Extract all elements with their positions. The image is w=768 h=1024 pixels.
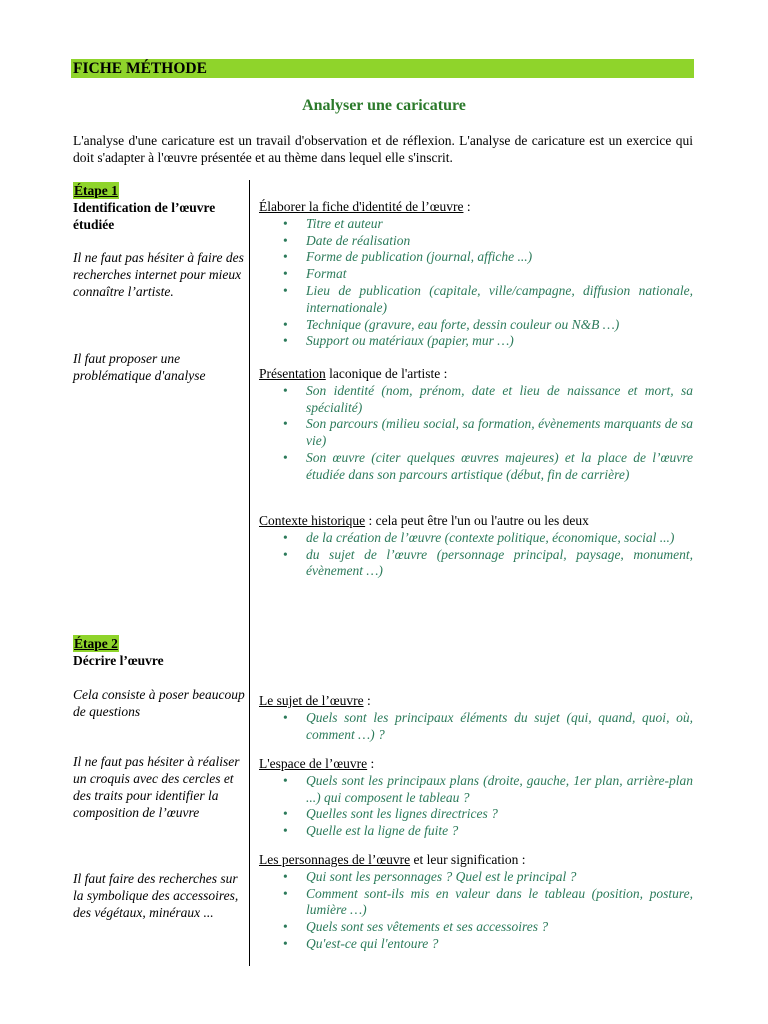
list-item: • Comment sont-ils mis en valeur dans le tableau (position, posture, lumière …) (259, 886, 693, 920)
header-band (71, 59, 694, 78)
list-item: • Qu'est-ce qui l'entoure ? (259, 936, 693, 953)
space-list (259, 773, 693, 840)
step2-characters-section (259, 852, 693, 953)
characters-heading: Les personnages de l’œuvre et leur signification : (259, 852, 526, 867)
document-title: Analyser une caricature (302, 97, 466, 114)
space-heading: L'espace de l’œuvre : (259, 756, 375, 771)
step1-title: Identification de l’œuvre étudiée (73, 200, 216, 232)
step2-note-sketch: Il ne faut pas hésiter à réaliser un croquis avec des cercles et des traits pour identifier la composition de l’œuvre (73, 754, 240, 820)
step1-artist-section (259, 366, 693, 484)
list-item: • Son parcours (milieu social, sa formation, évènements marquants de sa vie) (259, 416, 693, 450)
list-item: • Format (259, 266, 693, 283)
column-divider (249, 180, 250, 966)
characters-list (259, 869, 693, 953)
step1-context-section (259, 513, 693, 580)
step1-note-problem: Il faut proposer une problématique d'analyse (73, 351, 206, 383)
list-item: • Technique (gravure, eau forte, dessin couleur ou N&B …) (259, 317, 693, 334)
step2-note-questions: Cela consiste à poser beaucoup de questions (73, 687, 245, 719)
step2-space-section (259, 756, 693, 840)
list-item: • Forme de publication (journal, affiche ...) (259, 249, 693, 266)
subject-list (259, 710, 693, 744)
subject-heading: Le sujet de l’œuvre : (259, 693, 371, 708)
context-list (259, 530, 693, 580)
step2-label: Étape 2 (74, 636, 118, 651)
step1-note-research: Il ne faut pas hésiter à faire des recherches internet pour mieux connaître l’artiste. (73, 250, 244, 299)
list-item: • Date de réalisation (259, 233, 693, 250)
step2-subject-section (259, 693, 693, 743)
list-item: • du sujet de l’œuvre (personnage principal, paysage, monument, évènement …) (259, 547, 693, 581)
list-item: • Son œuvre (citer quelques œuvres majeures) et la place de l’œuvre étudiée dans son parcours artistique (début, fin de carrière) (259, 450, 693, 484)
list-item: • Lieu de publication (capitale, ville/campagne, diffusion nationale, internationale) (259, 283, 693, 317)
step2-title: Décrire l’œuvre (73, 653, 164, 668)
list-item: • Son identité (nom, prénom, date et lieu de naissance et mort, sa spécialité) (259, 383, 693, 417)
identity-list (259, 216, 693, 350)
step1-label: Étape 1 (74, 183, 118, 198)
list-item: • Quels sont les principaux éléments du sujet (qui, quand, quoi, où, comment …) ? (259, 710, 693, 744)
list-item: • Qui sont les personnages ? Quel est le principal ? (259, 869, 693, 886)
list-item: • Quels sont les principaux plans (droite, gauche, 1er plan, arrière-plan ...) qui composent le tableau ? (259, 773, 693, 807)
step2-left-column (73, 635, 245, 669)
band-title: FICHE MÉTHODE (73, 60, 207, 77)
list-item: • Quels sont ses vêtements et ses accessoires ? (259, 919, 693, 936)
artist-heading: Présentation laconique de l'artiste : (259, 366, 448, 381)
step2-note-symbolism: Il faut faire des recherches sur la symbolique des accessoires, des végétaux, minéraux ... (73, 871, 239, 920)
intro-paragraph: L'analyse d'une caricature est un travail d'observation et de réflexion. L'analyse de caricature est un exercice qui doit s'adapter à l'œuvre présentée et au thème dans lequel elle s'inscrit. (73, 133, 693, 165)
list-item: • Quelle est la ligne de fuite ? (259, 823, 693, 840)
list-item: • de la création de l’œuvre (contexte politique, économique, social ...) (259, 530, 693, 547)
context-heading: Contexte historique : cela peut être l'un ou l'autre ou les deux (259, 513, 589, 528)
list-item: • Quelles sont les lignes directrices ? (259, 806, 693, 823)
identity-heading: Élaborer la fiche d'identité de l’œuvre : (259, 199, 471, 214)
list-item: • Titre et auteur (259, 216, 693, 233)
step1-identity-section (259, 199, 693, 350)
artist-list (259, 383, 693, 484)
list-item: • Support ou matériaux (papier, mur …) (259, 333, 693, 350)
step1-left-column (73, 182, 245, 233)
